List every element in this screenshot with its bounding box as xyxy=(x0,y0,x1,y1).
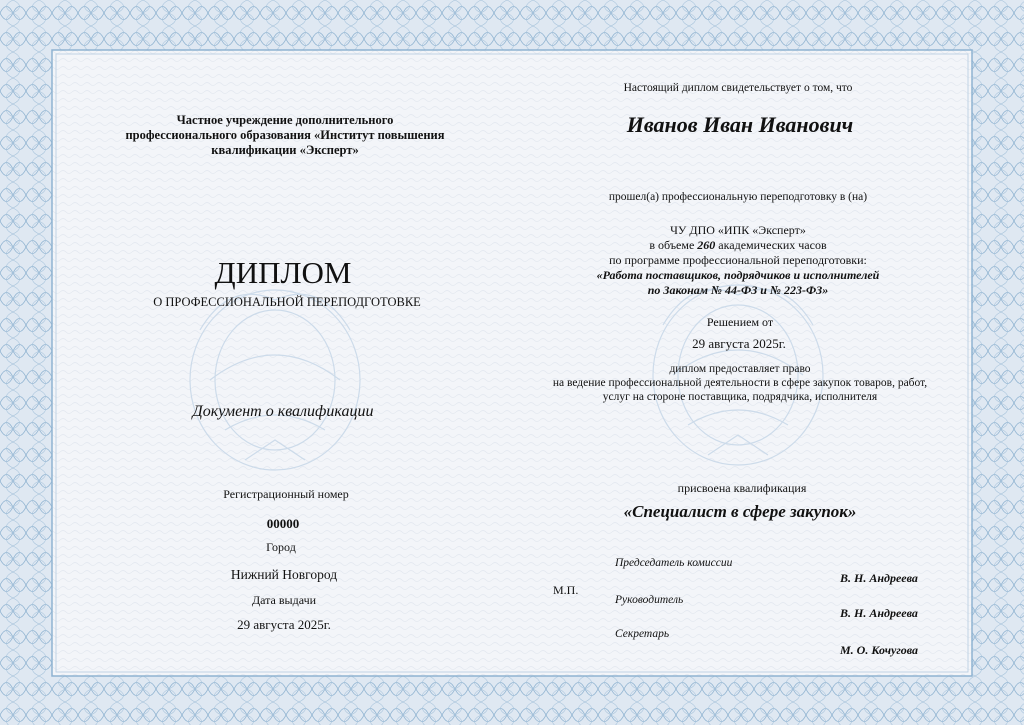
chair-label: Председатель комиссии xyxy=(615,557,733,569)
secretary-signature: М. О. Кочугова xyxy=(840,643,919,657)
institution-name: Частное учреждение дополнительного профессионального образования «Институт повышения квалификации «Эксперт» xyxy=(125,113,445,157)
decision-label: Решением от xyxy=(706,315,774,329)
issue-date: 29 августа 2025г. xyxy=(237,617,331,632)
diploma-subtitle: О ПРОФЕССИОНАЛЬНОЙ ПЕРЕПОДГОТОВКЕ xyxy=(153,295,421,309)
diploma-title: ДИПЛОМ xyxy=(214,255,352,290)
rights-text: диплом предоставляет право на ведение профессиональной деятельности в сфере закупок товаров, работ, услуг на стороне поставщика, подрядчика, исполнителя xyxy=(552,363,928,403)
chair-signature: В. Н. Андреева xyxy=(840,571,918,585)
intro-text: Настоящий диплом свидетельствует о том, что xyxy=(623,82,853,94)
head-signature: В. Н. Андреева xyxy=(840,606,918,620)
decision-date: 29 августа 2025г. xyxy=(692,336,786,351)
qualification-label: присвоена квалификация xyxy=(677,481,807,495)
document-type: Документ о квалификации xyxy=(192,403,374,420)
hours-line: в объеме 260 академических часов xyxy=(649,238,827,252)
program-label: по программе профессиональной переподготовки: xyxy=(609,253,867,267)
head-label: Руководитель xyxy=(615,594,684,606)
secretary-label: Секретарь xyxy=(615,628,670,640)
program-block xyxy=(597,223,880,298)
reg-number: 00000 xyxy=(266,516,300,531)
organization: ЧУ ДПО «ИПК «Эксперт» xyxy=(670,223,806,237)
passed-text: прошел(а) профессиональную переподготовку в (на) xyxy=(608,191,868,203)
city-label: Город xyxy=(266,540,296,554)
city: Нижний Новгород xyxy=(230,567,338,582)
program-title-line-1: «Работа поставщиков, подрядчиков и исполнителей xyxy=(596,268,880,282)
issue-date-label: Дата выдачи xyxy=(251,593,317,607)
reg-number-label: Регистрационный номер xyxy=(223,487,349,501)
qualification: «Специалист в сфере закупок» xyxy=(623,502,857,521)
program-title-line-2: по Законам № 44-ФЗ и № 223-ФЗ» xyxy=(647,283,829,297)
seal-place: М.П. xyxy=(553,583,579,597)
recipient-name: Иванов Иван Иванович xyxy=(626,112,854,137)
